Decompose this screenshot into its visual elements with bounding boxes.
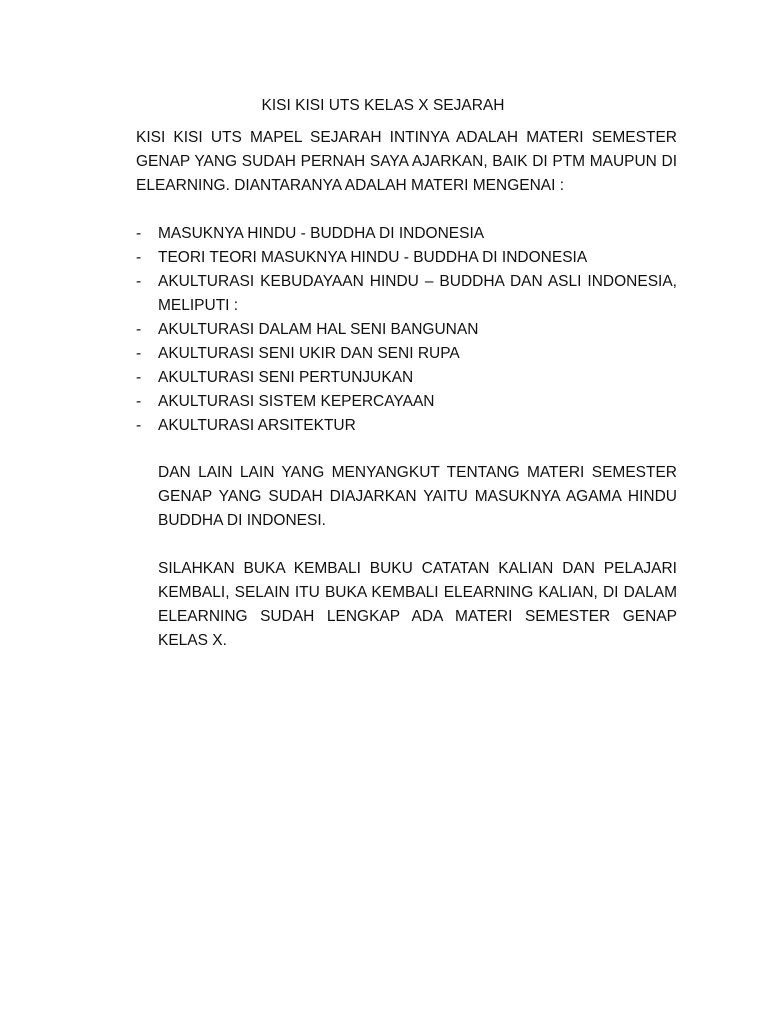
document-title-text: KISI KISI UTS KELAS X SEJARAH (261, 97, 505, 114)
list-bullet: - (136, 321, 142, 338)
list-item-text: MASUKNYA HINDU - BUDDHA DI INDONESIA (158, 225, 485, 242)
list-item-text: AKULTURASI ARSITEKTUR (158, 417, 356, 434)
list-item (136, 270, 677, 318)
list-bullet: - (136, 273, 142, 290)
list-item-text: TEORI TEORI MASUKNYA HINDU - BUDDHA DI INDONESIA (158, 249, 588, 266)
closing-paragraph-2: SILAHKAN BUKA KEMBALI BUKU CATATAN KALIAN DAN PELAJARI KEMBALI, SELAIN ITU BUKA KEMBALI ELEARNING KALIAN, DI DALAM ELEARNING SUDAH LENGKAP ADA MATERI SEMESTER GENAP KELAS X. (158, 560, 677, 649)
list-bullet: - (136, 393, 142, 410)
list-item (136, 246, 677, 270)
closing-paragraph-1: DAN LAIN LAIN YANG MENYANGKUT TENTANG MATERI SEMESTER GENAP YANG SUDAH DIAJARKAN YAITU MASUKNYA AGAMA HINDU BUDDHA DI INDONESI. (158, 464, 677, 529)
intro-paragraph: KISI KISI UTS MAPEL SEJARAH INTINYA ADALAH MATERI SEMESTER GENAP YANG SUDAH PERNAH SAYA AJARKAN, BAIK DI PTM MAUPUN DI ELEARNING. DIANTARANYA ADALAH MATERI MENGENAI : (136, 129, 677, 194)
list-item-text: AKULTURASI SENI UKIR DAN SENI RUPA (158, 345, 460, 362)
list-item (136, 222, 677, 246)
list-bullet: - (136, 225, 142, 242)
list-item (136, 342, 677, 366)
list-item (136, 414, 677, 438)
document-title (0, 94, 768, 118)
topic-list (136, 222, 677, 438)
list-bullet: - (136, 417, 142, 434)
list-item-text: AKULTURASI DALAM HAL SENI BANGUNAN (158, 321, 479, 338)
list-item (136, 318, 677, 342)
list-bullet: - (136, 249, 142, 266)
list-item (136, 390, 677, 414)
list-item-text: AKULTURASI SENI PERTUNJUKAN (158, 369, 414, 386)
list-item-text: AKULTURASI SISTEM KEPERCAYAAN (158, 393, 435, 410)
list-bullet: - (136, 345, 142, 362)
list-bullet: - (136, 369, 142, 386)
list-item (136, 366, 677, 390)
list-item-text: AKULTURASI KEBUDAYAAN HINDU – BUDDHA DAN ASLI INDONESIA, MELIPUTI : (158, 273, 677, 314)
